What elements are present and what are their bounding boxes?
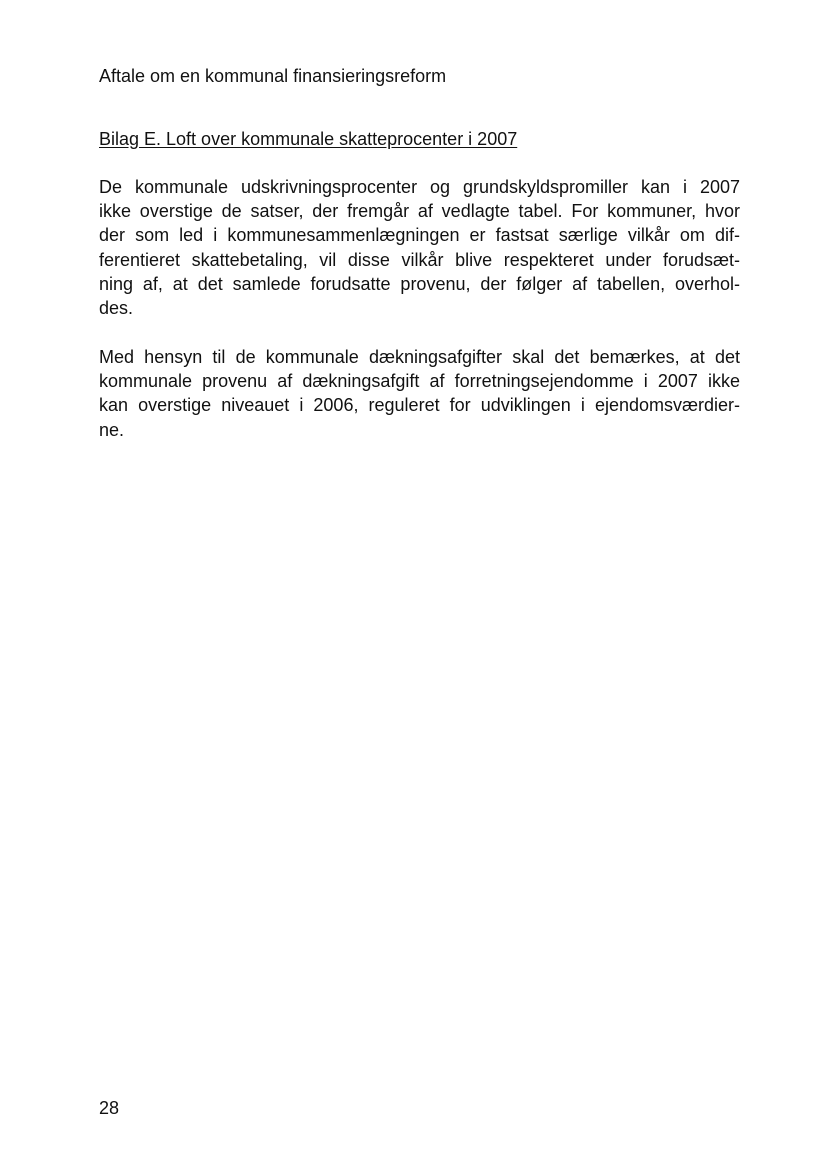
body-paragraph xyxy=(99,345,740,442)
paragraph-line: ning af, at det samlede forudsatte provenu, der følger af tabellen, overhol- xyxy=(99,273,740,294)
page-number: 28 xyxy=(99,1098,120,1118)
paragraph-line: kommunale provenu af dækningsafgift af forretningsejendomme i 2007 ikke xyxy=(99,371,740,392)
paragraph-line: De kommunale udskrivningsprocenter og grundskyldspromiller kan i 2007 xyxy=(99,177,740,197)
paragraph-line: kan overstige niveauet i 2006, reguleret for udviklingen i ejendomsværdier- xyxy=(99,395,740,416)
paragraph-line: ne. xyxy=(99,419,125,440)
body-paragraph xyxy=(99,175,740,320)
paragraph-line: des. xyxy=(99,298,134,319)
running-header: Aftale om en kommunal finansieringsreform xyxy=(99,66,447,86)
paragraph-line: Med hensyn til de kommunale dækningsafgifter skal det bemærkes, at det xyxy=(99,347,740,367)
paragraph-line: ferentieret skattebetaling, vil disse vilkår blive respekteret under forudsæt- xyxy=(99,249,740,270)
paragraph-line: der som led i kommunesammenlægningen er fastsat særlige vilkår om dif- xyxy=(99,225,740,246)
section-title: Bilag E. Loft over kommunale skatteprocenter i 2007 xyxy=(99,129,518,149)
paragraph-line: ikke overstige de satser, der fremgår af vedlagte tabel. For kommuner, hvor xyxy=(99,201,740,222)
